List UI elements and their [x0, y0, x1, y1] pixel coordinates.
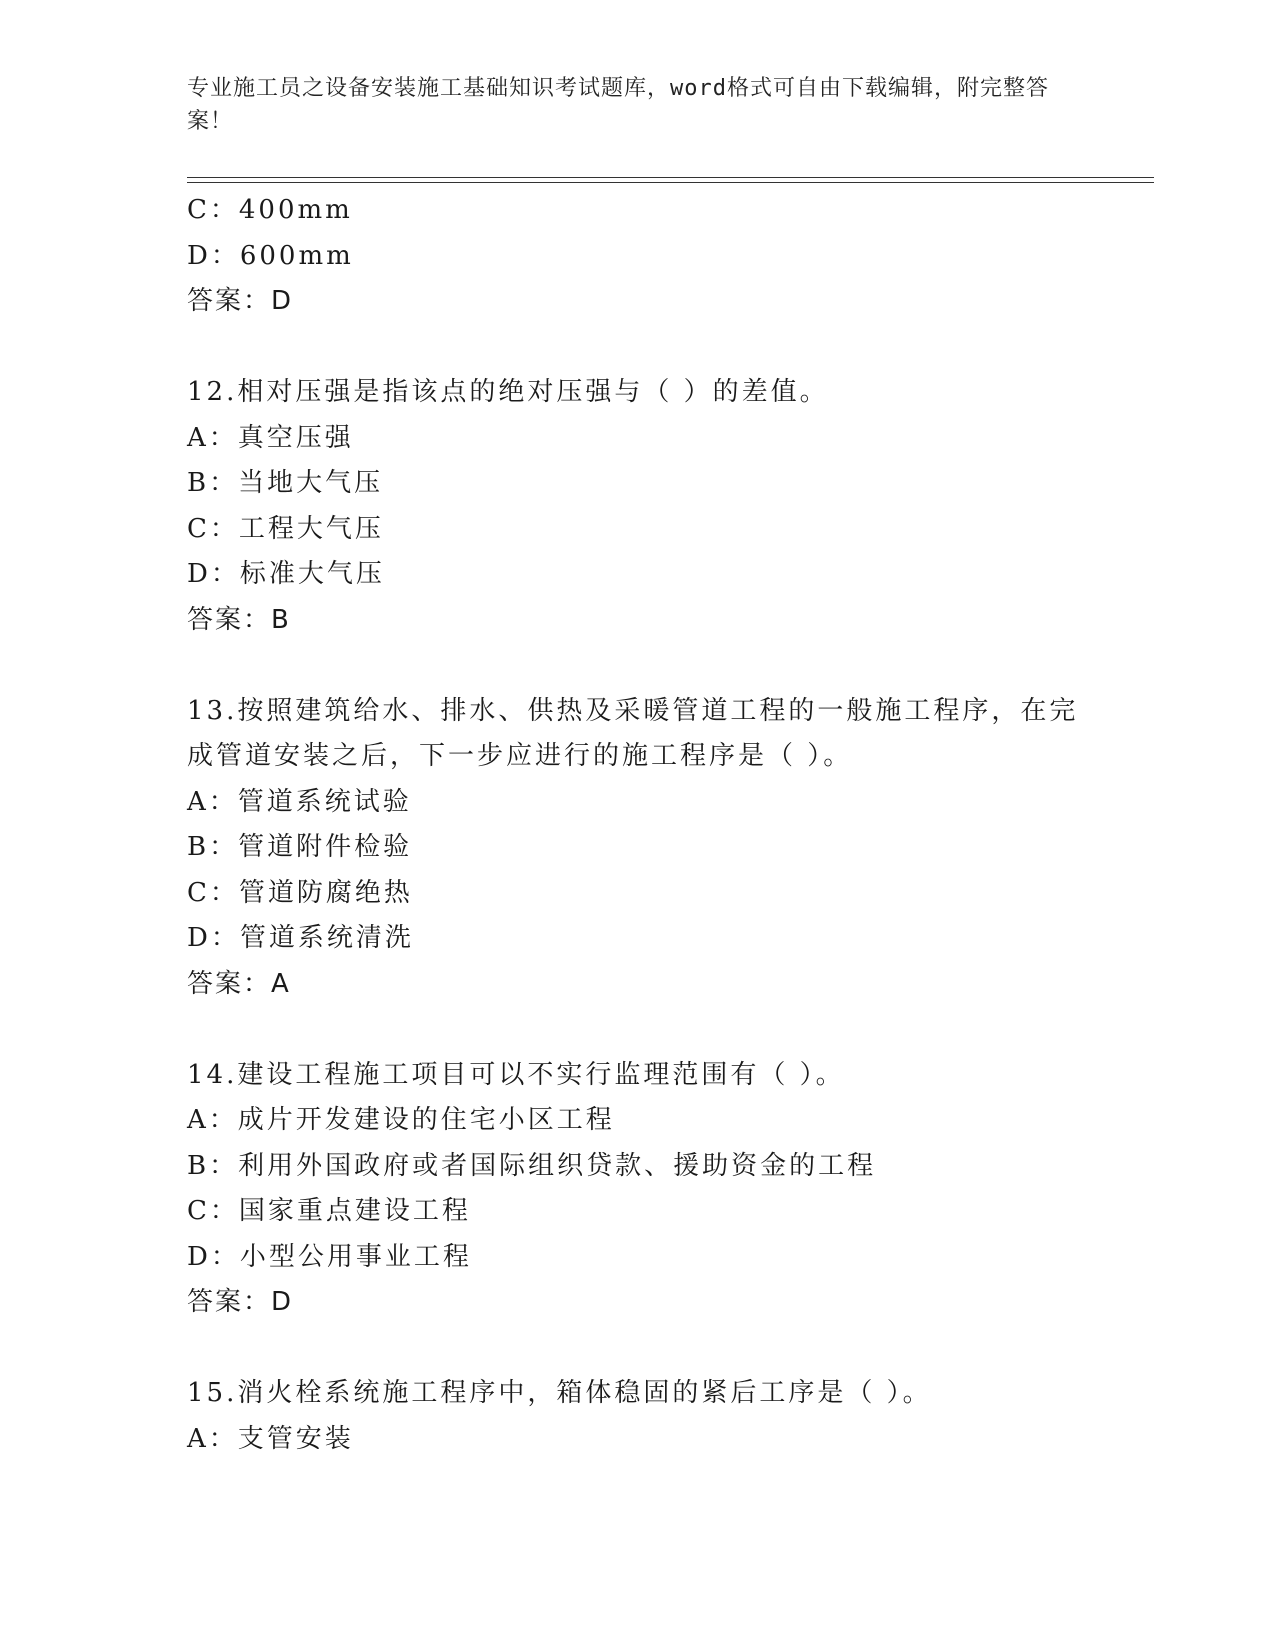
question-13-text-line1: 13.按照建筑给水、排水、供热及采暖管道工程的一般施工程序，在完 — [187, 695, 1079, 726]
option-d: D：600mm — [187, 240, 354, 271]
answer-line: 答案：D — [187, 1287, 294, 1317]
option-c: C：工程大气压 — [187, 513, 384, 544]
answer-line: 答案：B — [187, 604, 291, 635]
question-15-text: 15.消火栓系统施工程序中，箱体稳固的紧后工序是（ ）。 — [187, 1378, 932, 1408]
option-a: A：支管安装 — [187, 1423, 354, 1454]
spacer — [187, 1007, 1137, 1053]
option-d: D：标准大气压 — [187, 559, 385, 589]
option-c: C：400mm — [187, 195, 353, 225]
option-a: A：真空压强 — [187, 422, 354, 453]
answer-line: 答案：D — [187, 286, 294, 316]
option-b: B：利用外国政府或者国际组织贷款、援助资金的工程 — [187, 1150, 877, 1181]
spacer — [187, 643, 1137, 689]
question-13-text-line2: 成管道安装之后，下一步应进行的施工程序是（ ）。 — [187, 741, 853, 771]
spacer — [187, 325, 1137, 371]
option-c: C：国家重点建设工程 — [187, 1196, 471, 1226]
question-14-text: 14.建设工程施工项目可以不实行监理范围有（ ）。 — [187, 1059, 845, 1090]
option-d: D：小型公用事业工程 — [187, 1241, 472, 1272]
option-b: B：当地大气压 — [187, 468, 384, 498]
option-a: A：管道系统试验 — [187, 786, 412, 817]
header-divider — [187, 177, 1154, 183]
question-list — [187, 188, 1137, 1462]
option-d: D：管道系统清洗 — [187, 923, 414, 953]
answer-line: 答案：A — [187, 968, 291, 999]
option-c: C：管道防腐绝热 — [187, 877, 413, 908]
option-b: B：管道附件检验 — [187, 832, 413, 862]
question-12-text: 12.相对压强是指该点的绝对压强与（ ）的差值。 — [187, 377, 829, 407]
spacer — [187, 1326, 1137, 1372]
option-a: A：成片开发建设的住宅小区工程 — [187, 1105, 615, 1135]
document-header: 专业施工员之设备安装施工基础知识考试题库，word格式可自由下载编辑，附完整答案！ — [187, 76, 1049, 134]
